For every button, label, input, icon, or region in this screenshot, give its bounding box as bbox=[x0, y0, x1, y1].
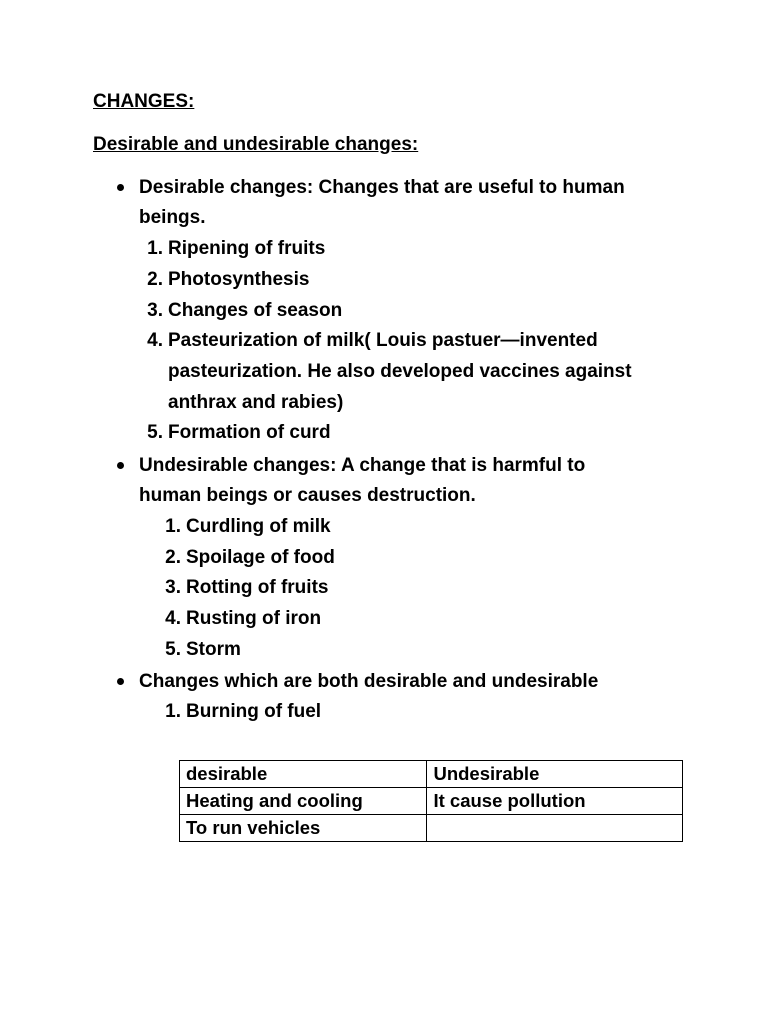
list-item bbox=[140, 422, 331, 444]
list-item bbox=[158, 608, 321, 630]
list-text: Storm bbox=[186, 639, 241, 660]
list-number: 4. bbox=[147, 330, 163, 351]
bullet-text: beings. bbox=[139, 207, 206, 228]
list-item bbox=[158, 547, 335, 569]
table-row bbox=[180, 761, 683, 788]
list-text: Photosynthesis bbox=[168, 269, 310, 290]
list-number: 5. bbox=[147, 422, 163, 443]
list-number: 5. bbox=[165, 639, 181, 660]
list-text-continued: anthrax and rabies) bbox=[168, 392, 344, 413]
list-number: 4. bbox=[165, 608, 181, 629]
list-number: 1. bbox=[165, 701, 181, 722]
table-row bbox=[180, 815, 683, 842]
list-number: 2. bbox=[147, 269, 163, 290]
list-item bbox=[140, 300, 342, 322]
list-item bbox=[158, 577, 328, 599]
list-item bbox=[140, 269, 309, 291]
list-text: Formation of curd bbox=[168, 422, 331, 443]
list-text: Rusting of iron bbox=[186, 608, 322, 629]
bullet-icon bbox=[117, 184, 124, 191]
table-cell bbox=[427, 815, 683, 842]
list-number: 1. bbox=[165, 516, 181, 537]
bullet-text: Desirable changes: Changes that are useful to human bbox=[139, 177, 625, 198]
table-row bbox=[180, 788, 683, 815]
list-item bbox=[158, 639, 241, 661]
list-item bbox=[158, 701, 321, 723]
list-item bbox=[158, 516, 331, 538]
list-text: Rotting of fruits bbox=[186, 577, 329, 598]
list-item bbox=[140, 330, 598, 352]
list-text: Ripening of fruits bbox=[168, 238, 326, 259]
table-cell: desirable bbox=[180, 761, 427, 788]
bullet-text: human beings or causes destruction. bbox=[139, 485, 476, 506]
list-text: Burning of fuel bbox=[186, 701, 322, 722]
bullet-text: Changes which are both desirable and undesirable bbox=[139, 671, 599, 692]
table-cell: Undesirable bbox=[427, 761, 683, 788]
list-number: 1. bbox=[147, 238, 163, 259]
list-text: Changes of season bbox=[168, 300, 343, 321]
list-number: 3. bbox=[147, 300, 163, 321]
table-cell: It cause pollution bbox=[427, 788, 683, 815]
bullet-text: Undesirable changes: A change that is harmful to bbox=[139, 455, 586, 476]
list-text-continued: pasteurization. He also developed vaccines against bbox=[168, 361, 632, 382]
list-text: Pasteurization of milk( Louis pastuer—invented bbox=[168, 330, 598, 351]
list-number: 2. bbox=[165, 547, 181, 568]
table-cell: To run vehicles bbox=[180, 815, 427, 842]
page-title: CHANGES: bbox=[93, 91, 195, 112]
list-number: 3. bbox=[165, 577, 181, 598]
bullet-icon bbox=[117, 462, 124, 469]
section-heading: Desirable and undesirable changes: bbox=[93, 134, 419, 155]
list-text: Spoilage of food bbox=[186, 547, 335, 568]
bullet-icon bbox=[117, 678, 124, 685]
list-item bbox=[140, 238, 325, 260]
fuel-comparison-table bbox=[179, 760, 683, 842]
table-cell: Heating and cooling bbox=[180, 788, 427, 815]
list-text: Curdling of milk bbox=[186, 516, 331, 537]
